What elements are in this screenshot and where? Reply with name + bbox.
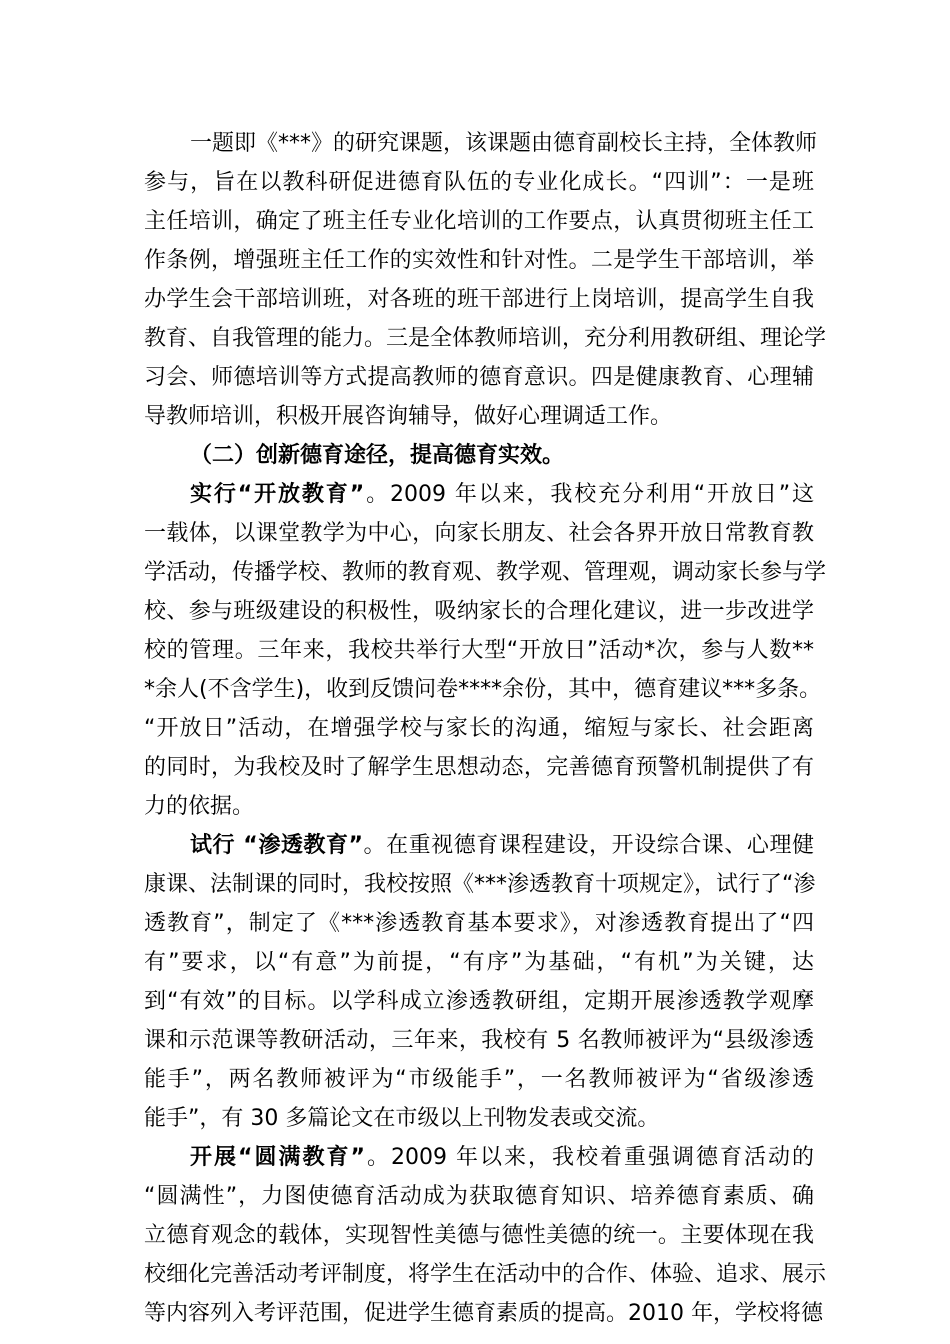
paragraph-line: 办学生会干部培训班，对各班的班干部进行上岗培训，提高学生自我	[144, 287, 814, 312]
paragraph-line: 主任培训，确定了班主任专业化培训的工作要点，认真贯彻班主任工	[144, 209, 814, 234]
paragraph-line: 校细化完善活动考评制度，将学生在活动中的合作、体验、追求、展示	[144, 1262, 827, 1287]
paragraph-line: *余人(不含学生)，收到反馈问卷****余份，其中，德育建议***多条。	[144, 677, 822, 702]
paragraph-line: 透教育”，制定了《***渗透教育基本要求》，对渗透教育提出了“四	[144, 911, 814, 936]
paragraph-line-rest: 。2009 年以来，我校着重强调德育活动的	[364, 1145, 815, 1170]
paragraph-line: 作条例，增强班主任工作的实效性和针对性。二是学生干部培训，举	[144, 248, 814, 273]
paragraph-line: 到“有效”的目标。以学科成立渗透教研组，定期开展渗透教学观摩	[144, 989, 814, 1014]
paragraph-line: 校、参与班级建设的积极性，吸纳家长的合理化建议，进一步改进学	[144, 599, 814, 624]
paragraph-line: 一题即《***》的研究课题，该课题由德育副校长主持，全体教师	[190, 131, 818, 156]
bold-lead: 开展“圆满教育”	[190, 1145, 365, 1170]
paragraph-line: 能手”，有 30 多篇论文在市级以上刊物发表或交流。	[144, 1106, 660, 1131]
paragraph-line: 力的依据。	[144, 794, 255, 819]
paragraph-line: 康课、法制课的同时，我校按照《***渗透教育十项规定》，试行了“渗	[144, 872, 816, 897]
section-heading: （二）创新德育途径，提高德育实效。	[190, 443, 565, 468]
bold-lead: 试行 “渗透教育”	[190, 833, 363, 858]
paragraph-line: 有”要求，以“有意”为前提，“有序”为基础，“有机”为关键，达	[144, 950, 814, 975]
paragraph-line-rest: 。在重视德育课程建设，开设综合课、心理健	[362, 833, 814, 858]
paragraph-line: 的同时，为我校及时了解学生思想动态，完善德育预警机制提供了有	[144, 755, 814, 780]
bold-lead: 实行“开放教育”	[190, 482, 365, 507]
paragraph-line: “圆满性”，力图使德育活动成为获取德育知识、培养德育素质、确	[144, 1184, 814, 1209]
paragraph-line	[190, 1138, 814, 1178]
paragraph-line-rest: 。2009 年以来，我校充分利用“开放日”这	[364, 482, 815, 507]
paragraph-line: 导教师培训，积极开展咨询辅导，做好心理调适工作。	[144, 404, 673, 429]
paragraph-line: 校的管理。三年来，我校共举行大型“开放日”活动*次，参与人数**	[144, 638, 814, 663]
paragraph-line: 习会、师德培训等方式提高教师的德育意识。四是健康教育、心理辅	[144, 365, 814, 390]
paragraph-line: 一载体，以课堂教学为中心，向家长朋友、社会各界开放日常教育教	[144, 521, 814, 546]
paragraph-line: 教育、自我管理的能力。三是全体教师培训，充分利用教研组、理论学	[144, 326, 827, 351]
paragraph-line: 立德育观念的载体，实现智性美德与德性美德的统一。主要体现在我	[144, 1223, 814, 1248]
paragraph-line: “开放日”活动，在增强学校与家长的沟通，缩短与家长、社会距离	[144, 716, 814, 741]
paragraph-line	[190, 475, 814, 515]
paragraph-line: 学活动，传播学校、教师的教育观、教学观、管理观，调动家长参与学	[144, 560, 827, 585]
paragraph-line	[190, 826, 814, 866]
paragraph-line: 等内容列入考评范围，促进学生德育素质的提高。2010 年，学校将德	[144, 1301, 823, 1326]
paragraph-line: 课和示范课等教研活动，三年来，我校有 5 名教师被评为“县级渗透	[144, 1028, 814, 1053]
paragraph-line: 参与，旨在以教科研促进德育队伍的专业化成长。“四训”：一是班	[144, 170, 814, 195]
paragraph-line: 能手”，两名教师被评为“市级能手”，一名教师被评为“省级渗透	[144, 1067, 814, 1092]
